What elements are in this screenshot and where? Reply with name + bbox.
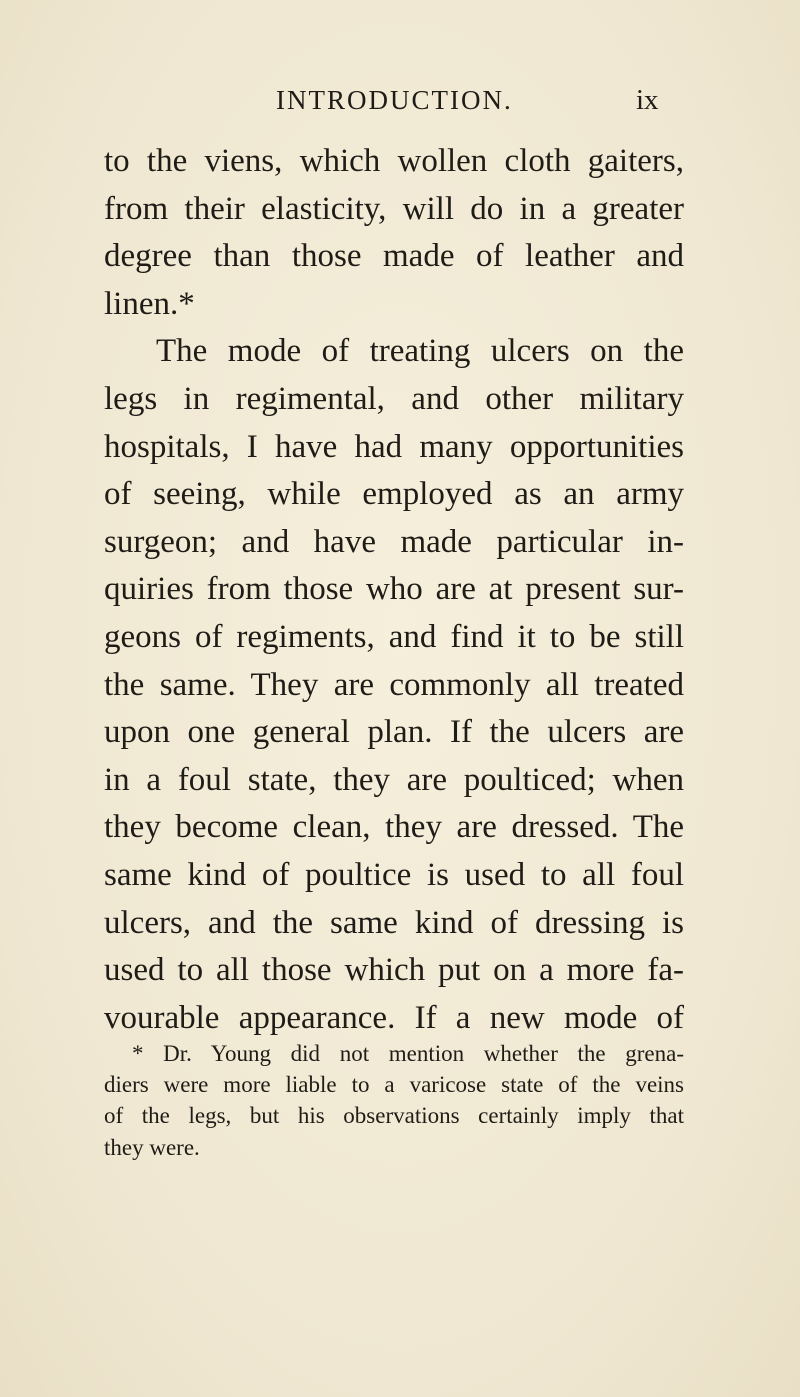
running-head [0,80,800,120]
text-line: of seeing, while employed as an army [104,476,684,513]
body-text [104,138,684,1042]
text-line: vourable appearance. If a new mode of [104,999,684,1036]
text-line: The mode of treating ulcers on the [156,333,684,370]
text-line: used to all those which put on a more fa- [104,952,684,989]
page-number: ix [636,84,659,116]
text-line: quiries from those who are at present sur- [104,571,684,608]
text-line: they become clean, they are dressed. The [104,809,684,846]
text-line: linen.* [104,285,195,322]
text-line: ulcers, and the same kind of dressing is [104,904,684,941]
text-line: same kind of poultice is used to all foul [104,856,684,893]
text-line: from their elasticity, will do in a greater [104,190,684,227]
text-line: upon one general plan. If the ulcers are [104,714,684,751]
text-line: hospitals, I have had many opportunities [104,428,684,465]
text-line: degree than those made of leather and [104,238,684,275]
running-title: INTRODUCTION. [276,85,513,115]
footnote-line: they were. [104,1134,200,1160]
text-line: surgeon; and have made particular in- [104,523,684,560]
footnote-line: * Dr. Young did not mention whether the grena- [132,1041,684,1066]
text-line: to the viens, which wollen cloth gaiters, [104,143,684,179]
text-line: legs in regimental, and other military [104,380,684,417]
text-line: the same. They are commonly all treated [104,666,684,703]
text-line: in a foul state, they are poulticed; when [104,761,684,798]
text-line: geons of regiments, and find it to be still [104,618,684,655]
footnote [104,1038,684,1163]
footnote-line: of the legs, but his observations certainly imply that [104,1103,684,1129]
footnote-line: diers were more liable to a varicose state of the veins [104,1072,684,1098]
